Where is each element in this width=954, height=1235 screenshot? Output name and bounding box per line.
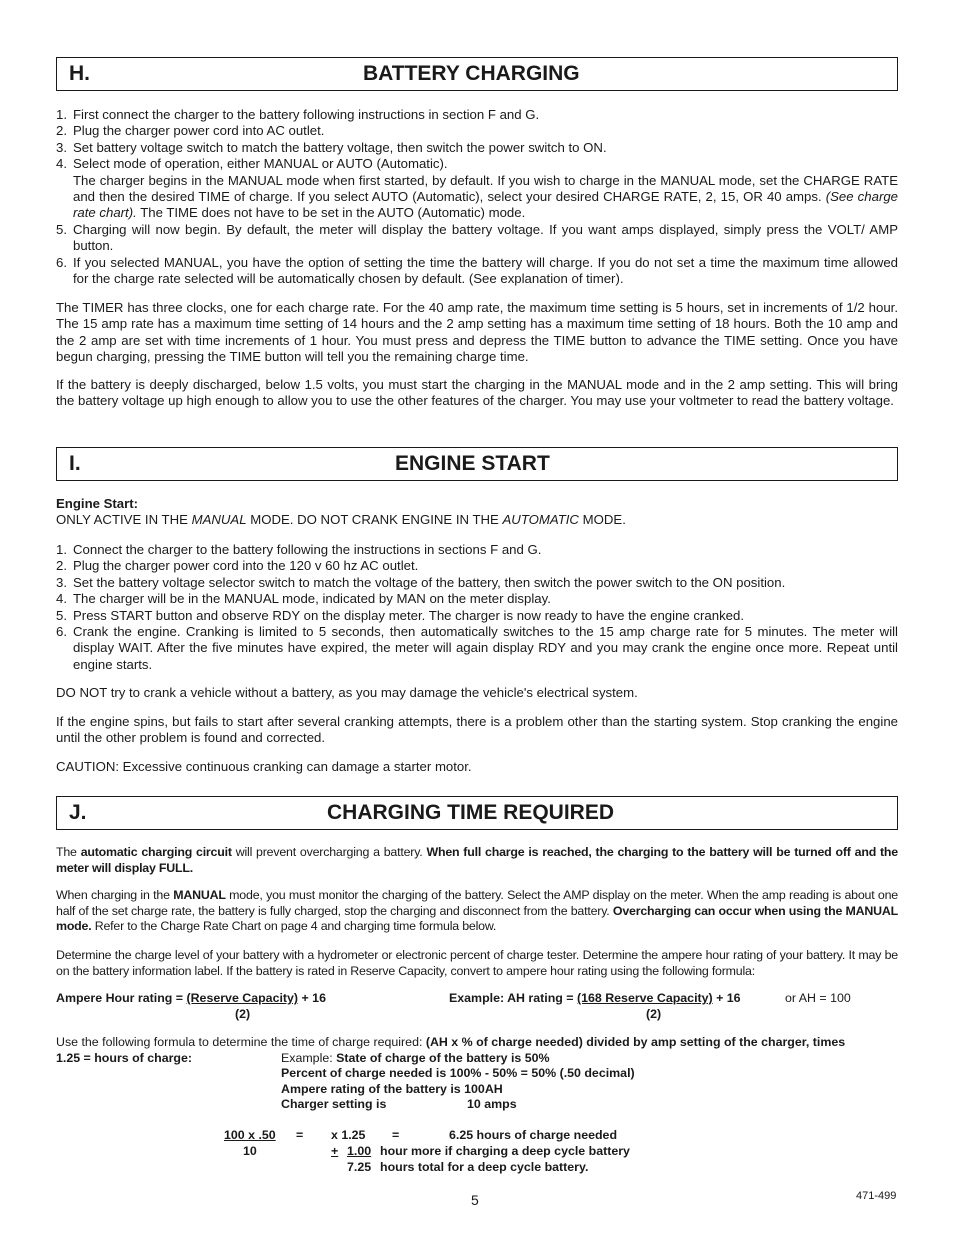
list-item: 2. Plug the charger power cord into AC outlet.: [56, 123, 325, 139]
engine-start-steps: [56, 542, 898, 673]
no-battery-paragraph: DO NOT try to crank a vehicle without a battery, as you may damage the vehicle's electrical system.: [56, 685, 638, 700]
page-number: 5: [471, 1192, 479, 1208]
example-line-2: Percent of charge needed is 100% - 50% = 50% (.50 decimal): [281, 1066, 635, 1080]
list-item: 4. Select mode of operation, either MANUAL or AUTO (Automatic). The charger begins in the MANUAL mode when first started, by default. If you wish to charge in the MANUAL mode, set the CHARGE RATE and then the desired TIME of charge. If you select AUTO (Automatic), select your desired CHARGE RATE, 2, 15, OR 40 amps. (See charge rate chart). The TIME does not have to be set in the AUTO (Automatic) mode.: [56, 156, 899, 221]
calc-equals-1: =: [296, 1128, 304, 1142]
list-item: 3. Set the battery voltage selector switch to match the voltage of the battery, then switch the power switch to the ON position.: [56, 574, 786, 590]
engine-start-note: Engine Start: ONLY ACTIVE IN THE MANUAL MODE. DO NOT CRANK ENGINE IN THE AUTOMATIC MODE.: [56, 496, 898, 529]
example-formula: Example: AH rating = (168 Reserve Capacity) + 16: [449, 991, 741, 1005]
example-line-4-value: 10 amps: [467, 1097, 517, 1111]
ampere-hour-formula: Ampere Hour rating = (Reserve Capacity) + 16: [56, 991, 326, 1005]
example-line-4-label: Charger setting is: [281, 1097, 387, 1111]
list-item: 1. First connect the charger to the battery following instructions in section F and G.: [56, 107, 540, 122]
document-code: 471-499: [856, 1190, 897, 1202]
calc-plus: +: [331, 1144, 339, 1158]
engine-spins-paragraph: If the engine spins, but fails to start after several cranking attempts, there is a problem other than the starting system. Stop cranking the engine until the other problem is found and corrected.: [56, 714, 898, 746]
calc-total-text: hours total for a deep cycle battery.: [380, 1160, 589, 1174]
calc-total-value: 7.25: [347, 1160, 372, 1174]
list-item: 1. Connect the charger to the battery following the instructions in sections F and G.: [56, 542, 542, 557]
section-title: ENGINE START: [395, 452, 550, 475]
timer-paragraph: The TIMER has three clocks, one for each charge rate. For the 40 amp rate, the maximum time setting is 5 hours, set in increments of 1/2 hour. The 15 amp rate has a maximum time setting of 14 hours and the 2 amp setting has a maximum time setting of 18 hours. Both the 10 amp and the 2 amp are set with time increments of 1 hour. You must press and depress the TIME button to advance the TIME setting. Once you have begun charging, pressing the TIME button will tell you the remaining charge time.: [56, 300, 898, 365]
section-letter: I.: [69, 452, 81, 475]
discharged-paragraph: If the battery is deeply discharged, below 1.5 volts, you must start the charging in the MANUAL mode and in the 2 amp setting. This will bring the battery voltage up high enough to allow you to use the other features of the charger. You may use your voltmeter to read the battery voltage.: [56, 377, 898, 409]
calc-numerator: 100 x .50: [224, 1128, 276, 1142]
example-line-1: Example: State of charge of the battery is 50%: [281, 1051, 550, 1065]
section-header-charging-time: [56, 796, 898, 830]
section-header-battery-charging: [56, 57, 898, 91]
section-title: BATTERY CHARGING: [363, 62, 580, 85]
charge-time-formula-end: 1.25 = hours of charge:: [56, 1051, 192, 1065]
list-item: 6. If you selected MANUAL, you have the option of setting the time the battery will charge. If you do not set a time the maximum time allowed for the charge rate selected will be automatically chosen by default. (See explanation of timer).: [56, 254, 898, 287]
example-denominator: (2): [646, 1007, 662, 1021]
charge-time-formula-line: Use the following formula to determine the time of charge required: (AH x % of charge needed) divided by amp setting of the charger, times: [56, 1035, 846, 1049]
subheading: Engine Start:: [56, 496, 139, 511]
calc-add-value: 1.00: [347, 1144, 372, 1158]
section-title: CHARGING TIME REQUIRED: [327, 801, 615, 824]
manual-mode-paragraph: When charging in the MANUAL mode, you must monitor the charging of the battery. Select the AMP display on the meter. When the amp reading is about one half of the set charge rate, the battery is fully charged, stop the charging and disconnect from the battery. Overcharging can occur when using the MANUAL mode. Refer to the Charge Rate Chart on page 4 and charging time formula below.: [56, 888, 898, 934]
automatic-circuit-paragraph: The automatic charging circuit will prevent overcharging a battery. When full charge is reached, the charging to the battery will be turned off and the meter will display FULL.: [56, 845, 898, 875]
list-item: 3. Set battery voltage switch to match the battery voltage, then switch the power switch to ON.: [56, 139, 607, 155]
list-item: 4. The charger will be in the MANUAL mode, indicated by MAN on the meter display.: [56, 591, 551, 607]
battery-charging-steps: [56, 107, 898, 287]
list-item: 6. Crank the engine. Cranking is limited to 5 seconds, then automatically switches to the 15 amp charge rate for 5 minutes. The meter will display WAIT. After the five minutes have expired, the meter will again display RDY and you may crank the engine once more. Repeat until engine starts.: [56, 624, 898, 672]
calc-add-text: hour more if charging a deep cycle battery: [380, 1144, 630, 1158]
calc-denominator: 10: [243, 1144, 257, 1158]
section-letter: J.: [69, 801, 87, 824]
calc-equals-2: =: [392, 1128, 400, 1142]
caution-paragraph: CAUTION: Excessive continuous cranking can damage a starter motor.: [56, 759, 472, 774]
section-header-engine-start: [56, 447, 898, 481]
formula-denominator: (2): [235, 1007, 251, 1021]
calc-multiplier: x 1.25: [331, 1128, 366, 1142]
example-line-3: Ampere rating of the battery is 100AH: [281, 1082, 503, 1096]
list-item: 5. Charging will now begin. By default, the meter will display the battery voltage. If you want amps displayed, simply press the VOLT/ AMP button.: [56, 221, 898, 254]
list-item: 5. Press START button and observe RDY on the display meter. The charger is now ready to have the engine cranked.: [56, 607, 744, 623]
section-letter: H.: [69, 62, 90, 85]
charge-level-paragraph: Determine the charge level of your battery with a hydrometer or electronic percent of charge tester. Determine the ampere hour rating of your battery. It may be on the battery information label. If the battery is rated in Reserve Capacity, convert to ampere hour rating using the following formula:: [56, 948, 898, 978]
example-result: or AH = 100: [785, 991, 851, 1005]
calc-result: 6.25 hours of charge needed: [449, 1128, 618, 1142]
list-item: 2. Plug the charger power cord into the 120 v 60 hz AC outlet.: [56, 558, 419, 574]
